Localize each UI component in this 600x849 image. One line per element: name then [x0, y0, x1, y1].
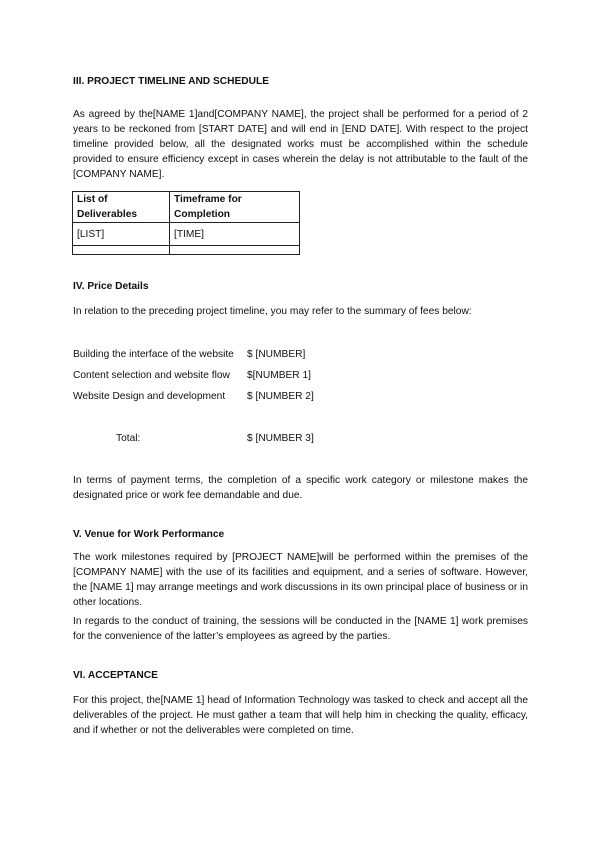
paragraph-line: designated price or work fee demandable and due. — [73, 490, 303, 501]
paragraph-line: [COMPANY NAME] with the use of its facilities and equipment, and a series of software. However, — [73, 567, 528, 578]
section-heading-timeline: III. PROJECT TIMELINE AND SCHEDULE — [73, 76, 270, 87]
total-label: Total: — [116, 433, 141, 444]
paragraph-line: In regards to the conduct of training, the sessions will be conducted in the [NAME 1] work premises — [73, 616, 528, 627]
fee-label: Website Design and development — [73, 391, 226, 402]
table-cell: [TIME] — [170, 223, 300, 246]
table-header-cell: Timeframe for Completion — [170, 192, 300, 223]
paragraph-line: deliverables of the project. He must gather a team that will help him in checking the quality, efficacy, — [73, 710, 528, 721]
paragraph-line: The work milestones required by [PROJECT NAME]will be performed within the premises of the — [73, 552, 528, 563]
venue-paragraph-1 — [73, 550, 528, 610]
paragraph-line: for the convenience of the latter’s employees as agreed by the parties. — [73, 631, 391, 642]
table-header-cell: List of Deliverables — [73, 192, 170, 223]
section-heading-acceptance: VI. ACCEPTANCE — [73, 670, 158, 681]
acceptance-paragraph — [73, 693, 528, 738]
table-row — [73, 223, 300, 246]
paragraph-line: the [NAME 1] may arrange meetings and work discussions in its own principal place of business or in — [73, 582, 528, 593]
total-value: $ [NUMBER 3] — [247, 433, 314, 444]
paragraph-line: and if whether or not the deliverables were completed on time. — [73, 725, 354, 736]
table-header-row — [73, 192, 300, 223]
paragraph-line: For this project, the[NAME 1] head of Information Technology was tasked to check and accept all the — [73, 695, 528, 706]
section-heading-venue: V. Venue for Work Performance — [73, 529, 225, 540]
venue-paragraph-2 — [73, 614, 528, 644]
table-cell — [170, 246, 300, 255]
paragraph-line: [COMPANY NAME]. — [73, 169, 165, 180]
payment-terms-paragraph — [73, 473, 528, 503]
fee-label: Content selection and website flow — [73, 370, 230, 381]
table-cell — [73, 246, 170, 255]
table-cell: [LIST] — [73, 223, 170, 246]
deliverables-table — [72, 191, 300, 255]
timeline-paragraph — [73, 107, 528, 182]
paragraph-line: timeline provided below, all the designated works must be accomplished within the schedule — [73, 139, 528, 150]
section-heading-price: IV. Price Details — [73, 281, 149, 292]
fee-value: $ [NUMBER] — [247, 349, 306, 360]
fee-value: $[NUMBER 1] — [247, 370, 311, 381]
paragraph-line: other locations. — [73, 597, 143, 608]
price-intro-text: In relation to the preceding project timeline, you may refer to the summary of fees below: — [73, 306, 472, 317]
fee-value: $ [NUMBER 2] — [247, 391, 314, 402]
paragraph-line: provided to ensure efficiency except in cases wherein the delay is not attributable to the fault of the — [73, 154, 528, 165]
paragraph-line: As agreed by the[NAME 1]and[COMPANY NAME], the project shall be performed for a period of 2 — [73, 109, 528, 120]
fee-label: Building the interface of the website — [73, 349, 234, 360]
paragraph-line: years to be reckoned from [START DATE] and will end in [END DATE]. With respect to the project — [73, 124, 528, 135]
paragraph-line: In terms of payment terms, the completion of a specific work category or milestone makes the — [73, 475, 528, 486]
table-row — [73, 246, 300, 255]
